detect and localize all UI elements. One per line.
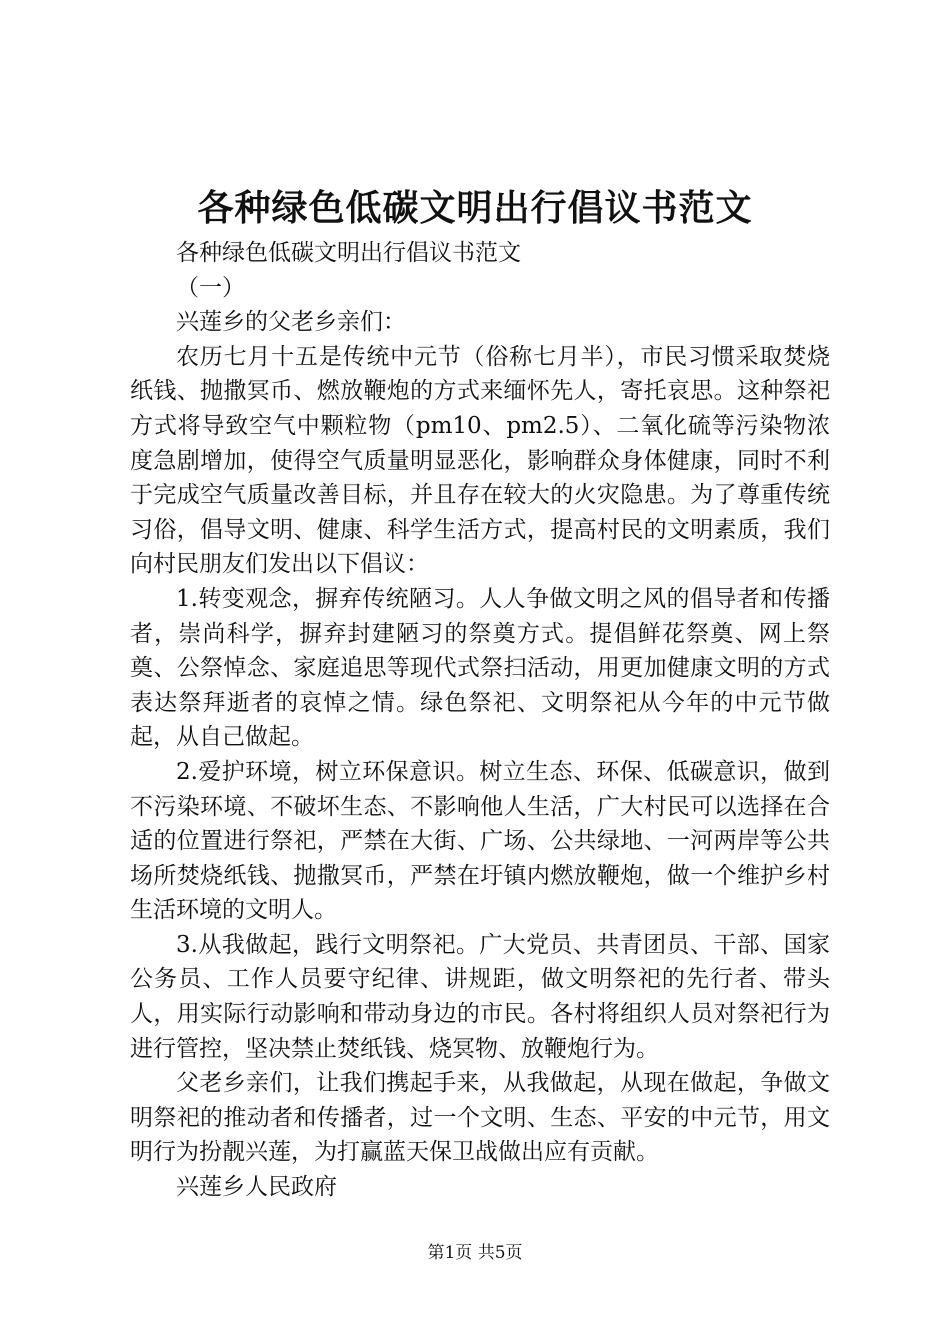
subtitle-paragraph: 各种绿色低碳文明出行倡议书范文 (176, 240, 521, 266)
intro-paragraph: 农历七月十五是传统中元节（俗称七月半），市民习惯采取焚烧纸钱、抛撒冥币、燃放鞭炮的方式来缅怀先人，寄托哀思。这种祭祀方式将导致空气中颗粒物（pm10、pm2.5）、二氧化硫等污染物浓度急剧增加，使得空气质量明显恶化，影响群众身体健康，同时不利于完成空气质量改善目标，并且存在较大的火灾隐患。为了尊重传统习俗，倡导文明、健康、科学生活方式，提高村民的文明素质，我们向村民朋友们发出以下倡议： (130, 343, 830, 578)
document-body (130, 236, 830, 1205)
proposal-3-paragraph: 3.从我做起，践行文明祭祀。广大党员、共青团员、干部、国家公务员、工作人员要守纪律、讲规距，做文明祭祀的先行者、带头人，用实际行动影响和带动身边的市民。各村将组织人员对祭祀行为进行管控，坚决禁止焚纸钱、烧冥物、放鞭炮行为。 (130, 931, 830, 1062)
section-number: （一） (176, 274, 245, 301)
document-title: 各种绿色低碳文明出行倡议书范文 (197, 188, 753, 229)
closing-paragraph: 父老乡亲们，让我们携起手来，从我做起，从现在做起，争做文明祭祀的推动者和传播者，过一个文明、生态、平安的中元节，用文明行为扮靓兴莲，为打赢蓝天保卫战做出应有贡献。 (130, 1070, 830, 1166)
page-number-footer: 第1页 共5页 (427, 1243, 523, 1263)
proposal-1-paragraph: 1.转变观念，摒弃传统陋习。人人争做文明之风的倡导者和传播者，崇尚科学，摒弃封建陋习的祭奠方式。提倡鲜花祭奠、网上祭奠、公祭悼念、家庭追思等现代式祭扫活动，用更加健康文明的方式表达祭拜逝者的哀悼之情。绿色祭祀、文明祭祀从今年的中元节做起，从自己做起。 (130, 585, 830, 751)
signature: 兴莲乡人民政府 (176, 1174, 337, 1201)
proposal-2-paragraph: 2.爱护环境，树立环保意识。树立生态、环保、低碳意识，做到不污染环境、不破坏生态、不影响他人生活，广大村民可以选择在合适的位置进行祭祀，严禁在大街、广场、公共绿地、一河两岸等公共场所焚烧纸钱、抛撒冥币，严禁在圩镇内燃放鞭炮，做一个维护乡村生活环境的文明人。 (130, 758, 830, 924)
salutation: 兴莲乡的父老乡亲们： (176, 309, 406, 336)
